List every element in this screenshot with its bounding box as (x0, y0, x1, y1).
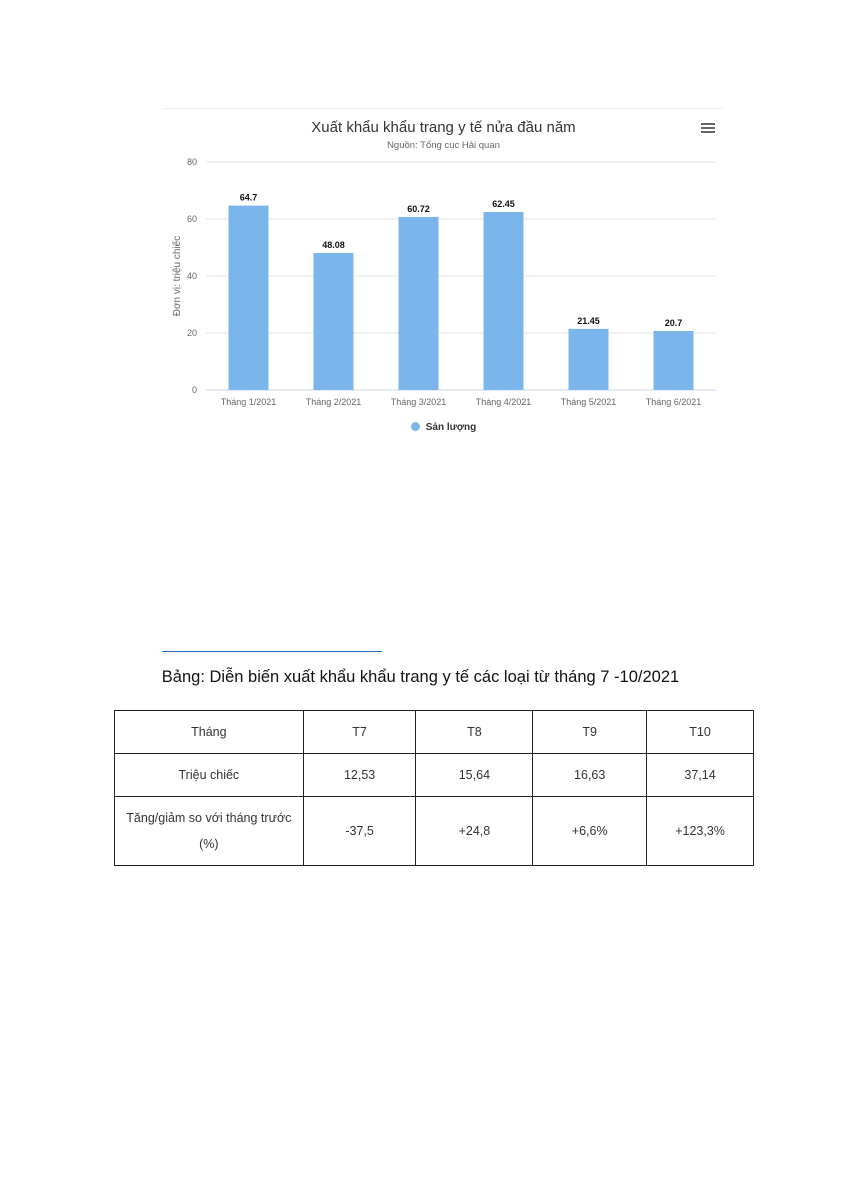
export-table (114, 710, 754, 866)
link-underline[interactable] (162, 651, 382, 652)
table-cell: +123,3% (647, 797, 754, 866)
y-tick-label: 60 (186, 214, 197, 224)
bar (569, 329, 609, 390)
table-header-row (115, 711, 754, 754)
x-tick-label: Tháng 1/2021 (220, 397, 277, 407)
table-cell: 16,63 (533, 754, 647, 797)
x-tick-label: Tháng 6/2021 (645, 397, 702, 407)
export-chart (163, 108, 724, 449)
y-tick-label: 80 (186, 157, 197, 167)
bar-chart-plot (163, 109, 724, 419)
x-tick-label: Tháng 3/2021 (390, 397, 447, 407)
header-cell: Tháng (115, 711, 304, 754)
bar (229, 206, 269, 390)
bar (654, 331, 694, 390)
x-tick-label: Tháng 5/2021 (560, 397, 617, 407)
data-label: 62.45 (492, 199, 515, 210)
y-axis-title: Đơn vị: triệu chiếc (172, 235, 183, 317)
table-row (115, 797, 754, 866)
data-label: 48.08 (322, 239, 345, 250)
header-cell: T8 (416, 711, 533, 754)
table-cell: 15,64 (416, 754, 533, 797)
legend-label: Sản lượng (425, 422, 477, 433)
x-tick-label: Tháng 4/2021 (475, 397, 532, 407)
chart-title: Xuất khẩu khẩu trang y tế nửa đầu năm (311, 119, 576, 136)
header-cell: T10 (647, 711, 754, 754)
table-cell: +6,6% (533, 797, 647, 866)
table-cell: +24,8 (416, 797, 533, 866)
table-cell: 37,14 (647, 754, 754, 797)
table-row (115, 754, 754, 797)
data-label: 20.7 (664, 318, 683, 329)
bar (399, 217, 439, 390)
y-tick-label: 20 (186, 328, 197, 338)
legend-marker-icon (411, 422, 420, 431)
chart-subtitle: Nguồn: Tổng cục Hải quan (387, 140, 500, 151)
y-tick-label: 40 (186, 271, 197, 281)
table-cell: Triệu chiếc (115, 754, 304, 797)
table-cell: -37,5 (303, 797, 416, 866)
table-caption: Bảng: Diễn biến xuất khẩu khẩu trang y tế các loại từ tháng 7 -10/2021 (161, 668, 680, 686)
data-label: 64.7 (239, 192, 258, 203)
chart-legend[interactable] (163, 422, 724, 433)
table-cell: 12,53 (303, 754, 416, 797)
data-label: 21.45 (577, 315, 600, 326)
data-label: 60.72 (407, 203, 430, 214)
bar (314, 253, 354, 390)
header-cell: T9 (533, 711, 647, 754)
header-cell: T7 (303, 711, 416, 754)
x-tick-label: Tháng 2/2021 (305, 397, 362, 407)
y-tick-label: 0 (191, 385, 197, 395)
table-cell: Tăng/giảm so với tháng trước (%) (115, 797, 304, 866)
bar (484, 212, 524, 390)
